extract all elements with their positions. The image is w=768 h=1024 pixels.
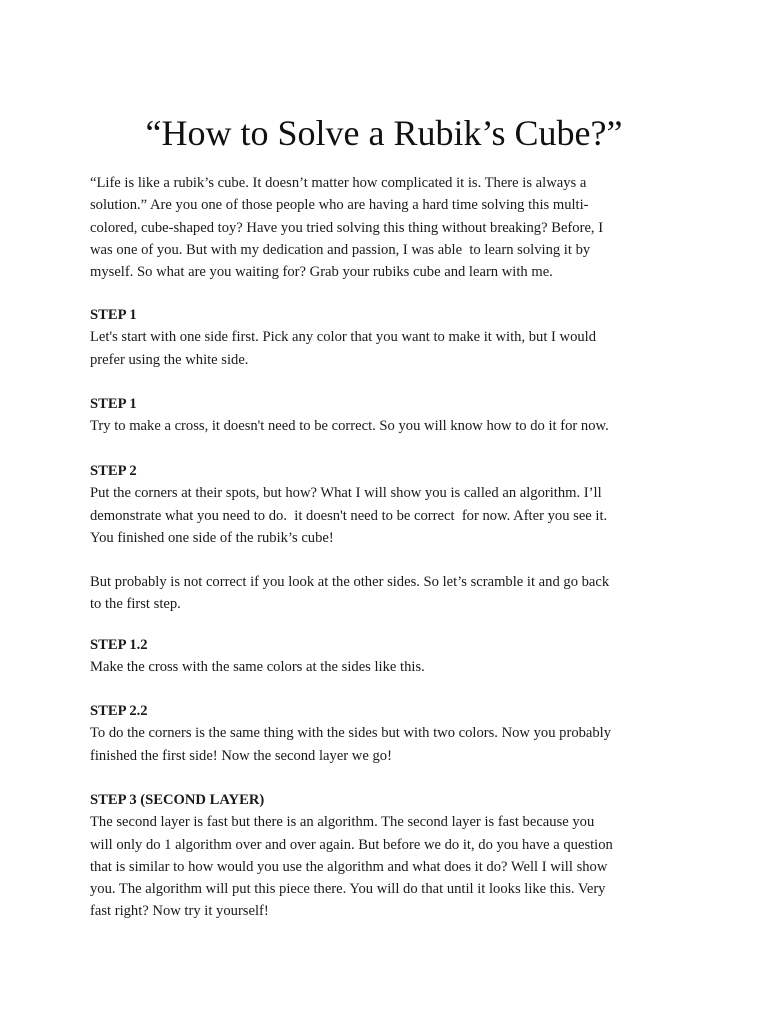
section-line: demonstrate what you need to do. it doesn't need to be correct for now. After you see it. <box>90 507 608 524</box>
section-heading: STEP 2.2 <box>90 703 148 719</box>
intro-line: colored, cube-shaped toy? Have you tried solving this thing without breaking? Before, I <box>90 219 604 236</box>
section-heading: STEP 1 <box>90 307 137 323</box>
intro-line: was one of you. But with my dedication and passion, I was able to learn solving it by <box>90 241 591 258</box>
section-step-2-2 <box>90 700 690 767</box>
section-line: Let's start with one side first. Pick any color that you want to make it with, but I would <box>90 329 597 346</box>
intro-line: solution.” Are you one of those people who are having a hard time solving this multi- <box>90 197 589 214</box>
section-line: to the first step. <box>90 596 181 613</box>
section-line: You finished one side of the rubik’s cube! <box>90 529 334 546</box>
intro-line: myself. So what are you waiting for? Grab your rubiks cube and learn with me. <box>90 264 553 281</box>
section-line: To do the corners is the same thing with the sides but with two colors. Now you probably <box>90 725 612 742</box>
section-line: will only do 1 algorithm over and over again. But before we do it, do you have a question <box>90 836 613 853</box>
section-step-1-2 <box>90 634 690 679</box>
section-step-2 <box>90 460 690 549</box>
section-line: prefer using the white side. <box>90 351 249 368</box>
section-step-1-cross <box>90 393 690 438</box>
section-line: The second layer is fast but there is an algorithm. The second layer is fast because you <box>90 814 595 831</box>
section-step-1 <box>90 304 690 371</box>
section-step-3-second-layer <box>90 789 690 923</box>
section-heading: STEP 2 <box>90 463 137 479</box>
section-line: Try to make a cross, it doesn't need to be correct. So you will know how to do it for now. <box>90 418 609 435</box>
section-line: Put the corners at their spots, but how? What I will show you is called an algorithm. I’ll <box>90 485 602 502</box>
intro-line: “Life is like a rubik’s cube. It doesn’t matter how complicated it is. There is always a <box>90 175 587 191</box>
document-title: “How to Solve a Rubik’s Cube?” <box>145 113 623 153</box>
section-heading: STEP 1.2 <box>90 637 148 653</box>
section-step-2-continuation <box>90 571 690 616</box>
section-line: that is similar to how would you use the algorithm and what does it do? Well I will show <box>90 858 608 875</box>
section-line: fast right? Now try it yourself! <box>90 903 269 920</box>
section-heading: STEP 1 <box>90 396 137 412</box>
section-line: Make the cross with the same colors at the sides like this. <box>90 659 425 676</box>
section-line: finished the first side! Now the second layer we go! <box>90 747 392 764</box>
intro-paragraph <box>90 172 690 283</box>
section-line: you. The algorithm will put this piece there. You will do that until it looks like this. Very <box>90 881 606 898</box>
section-line: But probably is not correct if you look at the other sides. So let’s scramble it and go back <box>90 574 610 590</box>
section-heading: STEP 3 (SECOND LAYER) <box>90 792 265 808</box>
